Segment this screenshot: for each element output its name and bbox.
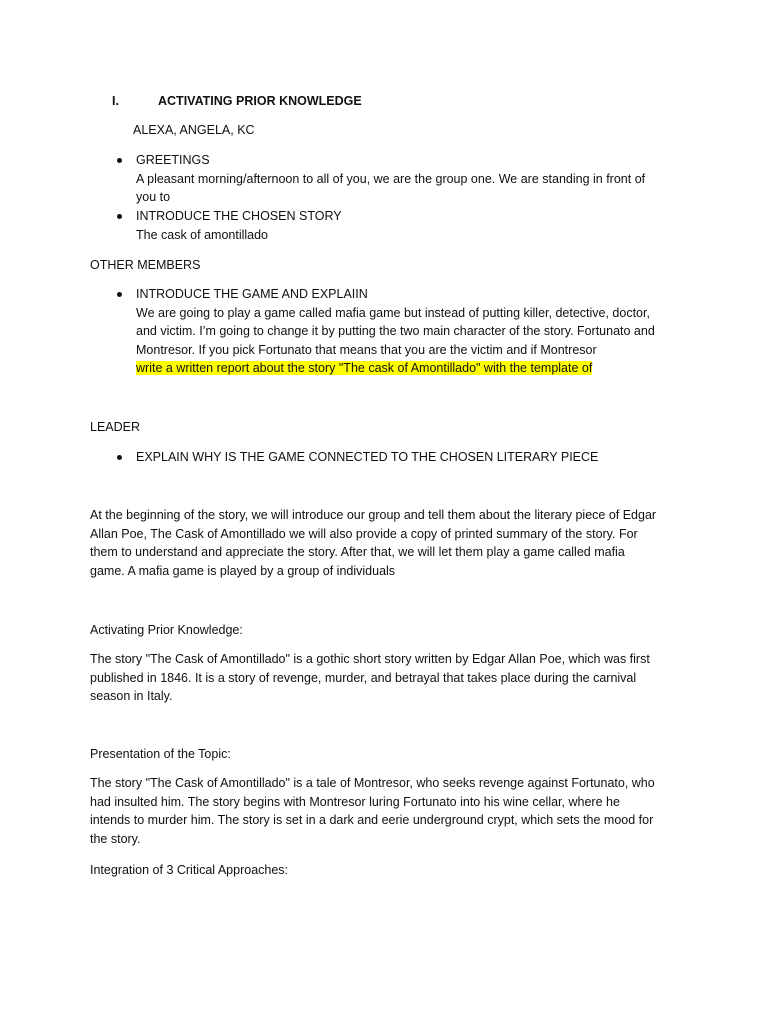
list-item-greetings bbox=[136, 151, 645, 207]
paragraph-line: the story. bbox=[90, 831, 141, 846]
list-item-label: INTRODUCE THE GAME AND EXPLAIIN bbox=[136, 287, 368, 301]
paragraph-apk bbox=[90, 650, 650, 706]
paragraph-line: had insulted him. The story begins with Montresor luring Fortunato into his wine cellar, where he bbox=[90, 794, 620, 809]
list-item-introduce-game bbox=[136, 285, 655, 378]
section-numeral: I. bbox=[112, 94, 119, 108]
list-item-line: and victim. I’m going to change it by putting the two main character of the story. Fortunato and bbox=[136, 324, 655, 338]
paragraph-line: game. A mafia game is played by a group of individuals bbox=[90, 563, 396, 578]
list-item-line: Montresor. If you pick Fortunato that means that you are the victim and if Montresor bbox=[136, 342, 597, 357]
paragraph-line: The story "The Cask of Amontillado" is a gothic short story written by Edgar Allan Poe, which was first bbox=[90, 652, 650, 666]
apk-heading: Activating Prior Knowledge: bbox=[90, 623, 243, 637]
bullet-icon bbox=[117, 214, 122, 219]
paragraph-line: The story "The Cask of Amontillado" is a tale of Montresor, who seeks revenge against Fortunato, who bbox=[90, 776, 655, 790]
paragraph-presentation bbox=[90, 774, 655, 848]
bullet-icon bbox=[117, 455, 122, 460]
list-item-line: you to bbox=[136, 190, 171, 204]
leader-heading: LEADER bbox=[90, 420, 141, 434]
list-item-explain: EXPLAIN WHY IS THE GAME CONNECTED TO THE CHOSEN LITERARY PIECE bbox=[136, 450, 599, 464]
highlighted-line: write a written report about the story "The cask of Amontillado" with the template of bbox=[136, 361, 593, 375]
list-item-introduce-story bbox=[136, 207, 342, 244]
integration-heading: Integration of 3 Critical Approaches: bbox=[90, 863, 289, 877]
bullet-icon bbox=[117, 158, 122, 163]
paragraph-line: them to understand and appreciate the story. After that, we will let them play a game called mafia bbox=[90, 545, 625, 559]
paragraph-line: published in 1846. It is a story of revenge, murder, and betrayal that takes place during the carnival bbox=[90, 670, 637, 685]
list-item-line: The cask of amontillado bbox=[136, 227, 269, 242]
other-members-heading: OTHER MEMBERS bbox=[90, 258, 201, 272]
bullet-icon bbox=[117, 292, 122, 297]
paragraph-line: Allan Poe, The Cask of Amontillado we will also provide a copy of printed summary of the story. For bbox=[90, 526, 638, 541]
paragraph-line: intends to murder him. The story is set in a dark and eerie underground crypt, which sets the mood for bbox=[90, 813, 654, 827]
paragraph-line: season in Italy. bbox=[90, 689, 173, 703]
section-title: ACTIVATING PRIOR KNOWLEDGE bbox=[158, 94, 362, 108]
list-item-label: INTRODUCE THE CHOSEN STORY bbox=[136, 209, 342, 223]
paragraph-line: At the beginning of the story, we will introduce our group and tell them about the literary piece of Edgar bbox=[90, 508, 657, 522]
presentation-heading: Presentation of the Topic: bbox=[90, 747, 231, 761]
paragraph-intro bbox=[90, 506, 656, 580]
members-line: ALEXA, ANGELA, KC bbox=[133, 123, 255, 137]
list-item-label: GREETINGS bbox=[136, 153, 210, 167]
list-item-line: A pleasant morning/afternoon to all of you, we are the group one. We are standing in front of bbox=[136, 171, 646, 186]
list-item-line: We are going to play a game called mafia game but instead of putting killer, detective, doctor, bbox=[136, 305, 650, 320]
